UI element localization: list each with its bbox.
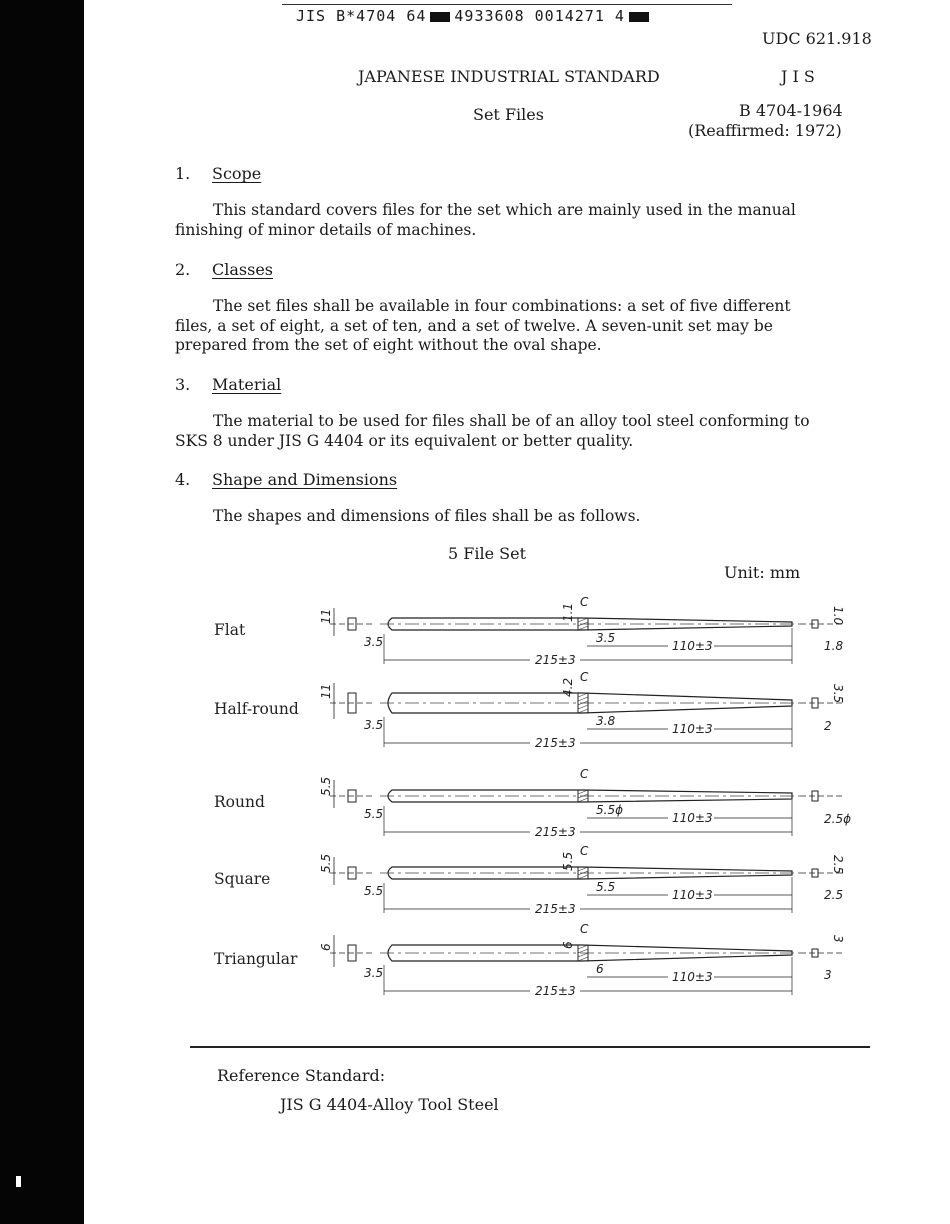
- right-width-value: 2.5: [824, 888, 844, 902]
- right-width-value: 2.5ϕ: [824, 812, 851, 826]
- reference-item: JIS G 4404-Alloy Tool Steel: [280, 1095, 499, 1114]
- mid-width-value: 3.8: [596, 714, 616, 728]
- total-length-value: 215±3: [535, 902, 576, 916]
- udc-number: UDC 621.918: [762, 29, 872, 48]
- left-width-value: 5.5: [364, 884, 384, 898]
- body-line: SKS 8 under JIS G 4404 or its equivalent or better quality.: [175, 431, 634, 450]
- center-mark: C: [580, 922, 589, 936]
- reference-label: Reference Standard:: [217, 1066, 386, 1085]
- section-heading: Classes: [212, 260, 273, 279]
- body-line: finishing of minor details of machines.: [175, 220, 477, 239]
- total-length-value: 215±3: [535, 736, 576, 750]
- right-height-value: 2.5: [831, 855, 845, 875]
- center-mark: C: [580, 844, 589, 858]
- right-width-value: 3: [824, 968, 832, 982]
- mid-width-value: 5.5ϕ: [596, 803, 623, 817]
- left-height-value: 5.5: [319, 776, 333, 796]
- left-height-value: 11: [319, 608, 333, 624]
- total-length-value: 215±3: [535, 984, 576, 998]
- taper-length-value: 110±3: [672, 639, 713, 653]
- mid-width-value: 5.5: [596, 880, 616, 894]
- hatch-line: [578, 697, 588, 701]
- right-height-value: 1.0: [831, 606, 845, 626]
- mid-height-value: 4.2: [561, 677, 575, 697]
- left-width-value: 3.5: [364, 966, 384, 980]
- section-number: 2.: [175, 260, 191, 279]
- section-number: 1.: [175, 164, 191, 183]
- left-width-value: 3.5: [364, 635, 384, 649]
- file-name-label: Half-round: [214, 700, 299, 718]
- body-line: prepared from the set of eight without the oval shape.: [175, 336, 602, 354]
- taper-length-value: 110±3: [672, 970, 713, 984]
- body-line: The set files shall be available in four combinations: a set of five different: [213, 297, 791, 315]
- left-height-value: 5.5: [319, 853, 333, 873]
- mid-width-value: 6: [596, 962, 604, 976]
- left-height-value: 6: [319, 943, 333, 951]
- taper-length-value: 110±3: [672, 888, 713, 902]
- barcode-text: 4933608 0014271 4: [454, 7, 625, 25]
- taper-length-value: 110±3: [672, 811, 713, 825]
- figure-title: 5 File Set: [448, 544, 527, 563]
- file-name-label: Flat: [214, 621, 246, 639]
- standard-number: B 4704-1964: [739, 101, 843, 120]
- section-number: 4.: [175, 470, 191, 489]
- left-width-value: 3.5: [364, 718, 384, 732]
- total-length-value: 215±3: [535, 653, 576, 667]
- right-width-value: 2: [824, 719, 832, 733]
- total-length-value: 215±3: [535, 825, 576, 839]
- mid-width-value: 3.5: [596, 631, 616, 645]
- section-heading: Scope: [212, 164, 262, 183]
- file-name-label: Round: [214, 793, 265, 811]
- taper-length-value: 110±3: [672, 722, 713, 736]
- unit-label: Unit: mm: [724, 563, 801, 582]
- file-name-label: Square: [214, 870, 271, 888]
- mid-height-value: 6: [561, 941, 575, 949]
- left-height-value: 11: [319, 683, 333, 699]
- right-height-value: 3.5: [831, 684, 845, 704]
- reaffirmed-date: (Reaffirmed: 1972): [688, 121, 842, 140]
- document-title: Set Files: [473, 105, 544, 124]
- mid-height-value: 5.5: [561, 851, 575, 871]
- hatch-line: [578, 953, 588, 957]
- body-line: The shapes and dimensions of files shall be as follows.: [213, 507, 641, 525]
- center-mark: C: [580, 670, 589, 684]
- body-line: files, a set of eight, a set of ten, and a set of twelve. A seven-unit set may be: [175, 316, 773, 335]
- standard-type: JAPANESE INDUSTRIAL STANDARD: [358, 67, 660, 86]
- jis-mark: J I S: [781, 67, 815, 86]
- body-line: This standard covers files for the set which are mainly used in the manual: [213, 201, 796, 219]
- center-mark: C: [580, 595, 589, 609]
- hatch-line: [578, 949, 588, 953]
- section-number: 3.: [175, 375, 191, 394]
- section-heading: Material: [212, 375, 282, 394]
- body-line: The material to be used for files shall be of an alloy tool steel conforming to: [213, 412, 810, 430]
- right-width-value: 1.8: [824, 639, 844, 653]
- left-width-value: 5.5: [364, 807, 384, 821]
- reference-rule: [190, 1046, 870, 1048]
- hatch-line: [578, 705, 588, 709]
- file-name-label: Triangular: [214, 950, 298, 968]
- center-mark: C: [580, 767, 589, 781]
- right-height-value: 3: [831, 935, 845, 943]
- catalog-code: JIS B*4704 64: [296, 7, 427, 25]
- section-heading: Shape and Dimensions: [212, 470, 398, 489]
- mid-height-value: 1.1: [561, 602, 575, 622]
